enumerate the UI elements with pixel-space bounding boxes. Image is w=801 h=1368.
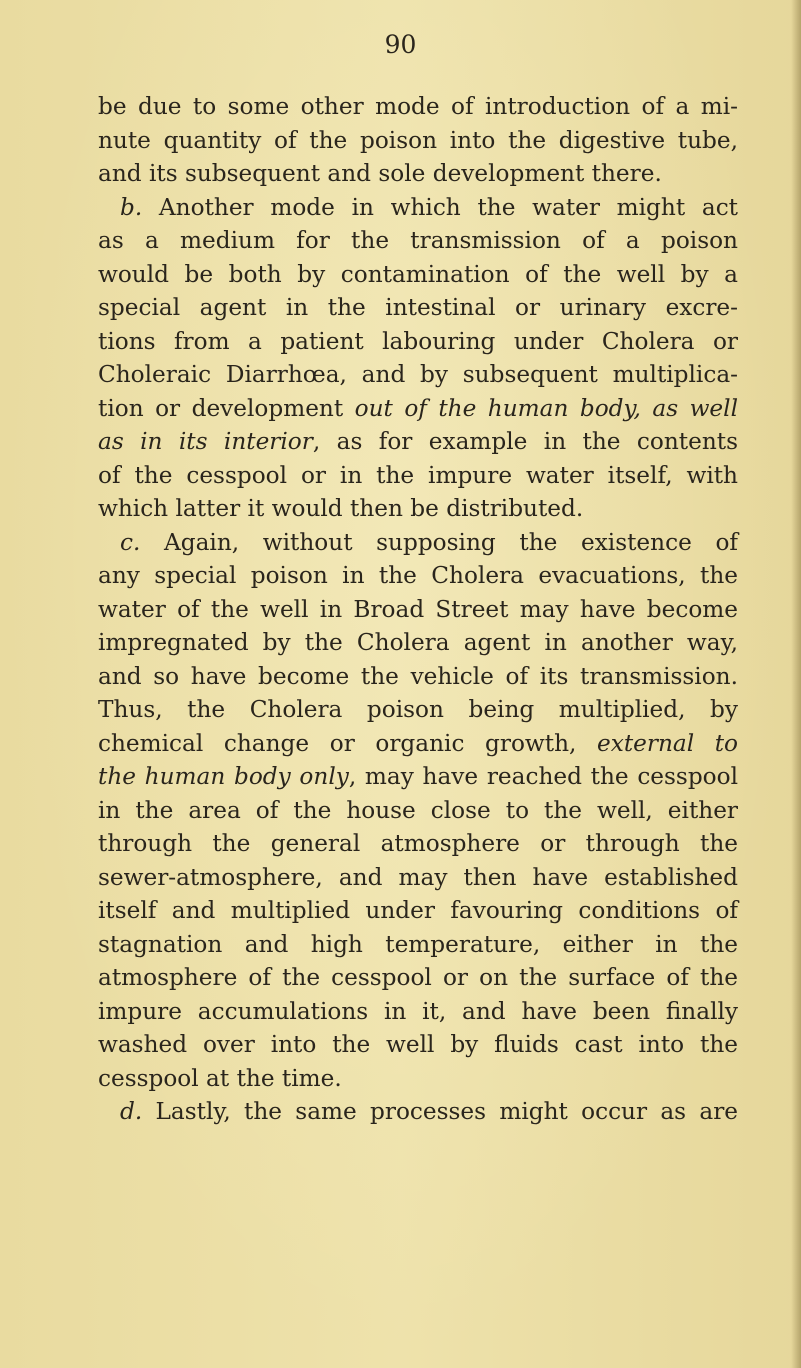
text-run: in the area of the house close to the well, either (98, 796, 738, 824)
body-text (98, 90, 738, 1129)
text-line (98, 727, 738, 761)
page-edge-shadow (791, 0, 801, 1368)
text-run: Thus, the Cholera poison being multiplied, by (98, 696, 738, 723)
text-run: Lastly, the same processes might occur as are (142, 1098, 738, 1125)
text-line (98, 626, 738, 660)
text-run: , may have reached the cesspool (348, 763, 739, 790)
text-line (98, 526, 738, 560)
text-line (98, 358, 738, 392)
text-line (98, 559, 738, 593)
italic-run: the human body only (98, 763, 349, 790)
text-run: any special poison in the Cholera evacuations, the (98, 562, 738, 589)
text-line (98, 1028, 738, 1062)
page-number: 90 (384, 30, 417, 59)
text-line (98, 693, 738, 727)
italic-run: out of the human body, as well (354, 394, 738, 422)
text-run: , as for example in the contents (312, 428, 738, 455)
text-run: cesspool at the time. (98, 1064, 342, 1092)
text-run: through the general atmosphere or through the (98, 830, 738, 857)
text-run: water of the well in Broad Street may have become (98, 595, 738, 623)
text-line (98, 1095, 738, 1129)
text-line (98, 894, 738, 928)
text-line (98, 90, 738, 124)
text-run: impregnated by the Cholera agent in another way, (98, 629, 738, 656)
italic-run: external to (597, 729, 738, 757)
text-line (98, 157, 738, 191)
text-line (98, 593, 738, 627)
text-line (98, 660, 738, 694)
text-line (98, 224, 738, 258)
text-line (98, 459, 738, 493)
text-line (98, 492, 738, 526)
text-run: which latter it would then be distributed. (98, 495, 584, 522)
italic-run: b. (120, 193, 143, 221)
text-run: and its subsequent and sole development there. (98, 160, 662, 187)
italic-run: d. (120, 1098, 143, 1125)
text-line (98, 861, 738, 895)
text-line (98, 961, 738, 995)
text-line (98, 258, 738, 292)
text-run: tion or development (98, 394, 355, 422)
text-line (98, 827, 738, 861)
text-run: nute quantity of the poison into the digestive tube, (98, 126, 738, 154)
text-line (98, 760, 738, 794)
text-run: chemical change or organic growth, (98, 729, 598, 757)
text-run: itself and multiplied under favouring conditions of (98, 897, 738, 924)
text-run: sewer-atmosphere, and may then have established (98, 863, 738, 891)
text-run: tions from a patient labouring under Cholera or (98, 327, 738, 355)
text-line (98, 191, 738, 225)
text-line (98, 794, 738, 828)
text-line (98, 995, 738, 1029)
text-run: Choleraic Diarrhœa, and by subsequent multiplica- (98, 361, 738, 388)
text-run: would be both by contamination of the well by a (98, 260, 738, 288)
text-run: atmosphere of the cesspool or on the surface of the (98, 964, 738, 991)
text-line (98, 928, 738, 962)
text-line (98, 291, 738, 325)
text-run: as a medium for the transmission of a poison (98, 227, 738, 254)
text-run: of the cesspool or in the impure water itself, with (98, 461, 738, 489)
text-run: be due to some other mode of introduction of a mi- (98, 93, 738, 120)
text-line (98, 425, 738, 459)
text-run: stagnation and high temperature, either in the (98, 930, 738, 958)
text-line (98, 1062, 738, 1096)
text-line (98, 325, 738, 359)
text-run: washed over into the well by fluids cast into the (98, 1031, 738, 1058)
text-run: Again, without supposing the existence of (140, 528, 738, 556)
text-run: impure accumulations in it, and have been finally (98, 997, 738, 1025)
text-run: and so have become the vehicle of its transmission. (98, 662, 738, 690)
text-line (98, 392, 738, 426)
text-run: special agent in the intestinal or urinary excre- (98, 294, 738, 321)
text-run: Another mode in which the water might act (142, 193, 738, 221)
text-line (98, 124, 738, 158)
italic-run: as in its interior (98, 428, 313, 455)
italic-run: c. (120, 528, 141, 556)
